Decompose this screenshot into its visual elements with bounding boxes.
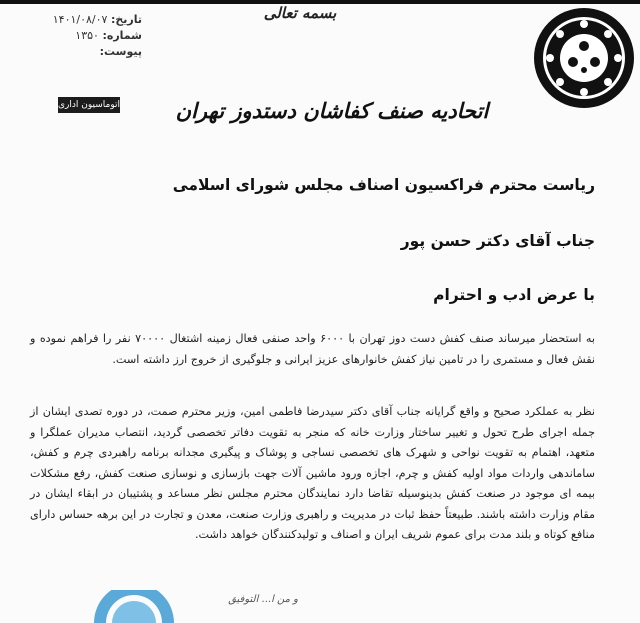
attachment-label: پیوست: xyxy=(99,45,142,58)
body-paragraph-2: نظر به عملکرد صحیح و واقع گرایانه جناب آقای دکتر سیدرضا فاطمی امین، وزیر محترم صمت، در دوره تصدی ایشان از جمله اجرای طرح تحول و تغییر ساختار وزارت خانه که منجر به تقویت دفاتر تخصصی گردید، انتصاب مدیران عملگرا و متعهد، اهتمام به تقویت نواحی و شهرک های تخصصی نساجی و پوشاک و پیگیری مجدانه برنامه راهبردی چرم و کفش، ساماندهی واردات مواد اولیه کفش و چرم، اجازه ورود ماشین آلات جهت بازسازی و نوسازی صنعت کفش، رفع مشکلات بیمه ای موجود در صنعت کفش بدینوسیله تقاضا دارد نمایندگان محترم مجلس نظر مساعد و پشتیبان در ابقاء ایشان در مقام وزارت داشته باشند. طبیعتاً حفظ ثبات در مدیریت و راهبری وزارت صنعت، معدن و تجارت در این برهه حساس دارای منافع کوتاه و بلند مدت برای عموم شریف ایران و اصناف و تولیدکنندگان خواهد داشت. xyxy=(30,405,595,541)
number-label: شماره: xyxy=(102,29,142,42)
union-title: اتحادیه صنف کفاشان دستدوز تهران xyxy=(175,98,489,123)
number-row xyxy=(32,28,142,44)
bismillah-heading: بسمه تعالی xyxy=(263,4,337,22)
closing-phrase: و من ا... التوفیق xyxy=(228,594,298,605)
letter-meta xyxy=(32,12,142,60)
addressee-line-1: ریاست محترم فراکسیون اصناف مجلس شورای اسلامی xyxy=(172,176,595,194)
date-label: تاریخ: xyxy=(110,13,142,26)
date-value: ۱۴۰۱/۰۸/۰۷ xyxy=(52,13,108,26)
addressee-line-2: جناب آقای دکتر حسن پور xyxy=(400,232,595,250)
attachment-row xyxy=(32,44,142,60)
body-paragraph-1: به استحضار میرساند صنف کفش دست دوز تهران با ۶۰۰۰ واحد صنفی فعال زمینه اشتغال ۷۰۰۰۰ نفر را فراهم نموده و نقش فعال و مستمری را در تامین نیاز کفش خانوارهای عزیز ایرانی و جلوگیری از خروج ارز داشته است. xyxy=(30,332,595,366)
automation-badge: اتوماسیون اداری xyxy=(58,97,120,113)
number-value: ۱۳۵۰ xyxy=(75,29,99,42)
date-row xyxy=(32,12,142,28)
greeting: با عرض ادب و احترام xyxy=(433,286,595,304)
footer-seal-fragment xyxy=(92,590,176,623)
union-seal-logo xyxy=(532,6,636,110)
